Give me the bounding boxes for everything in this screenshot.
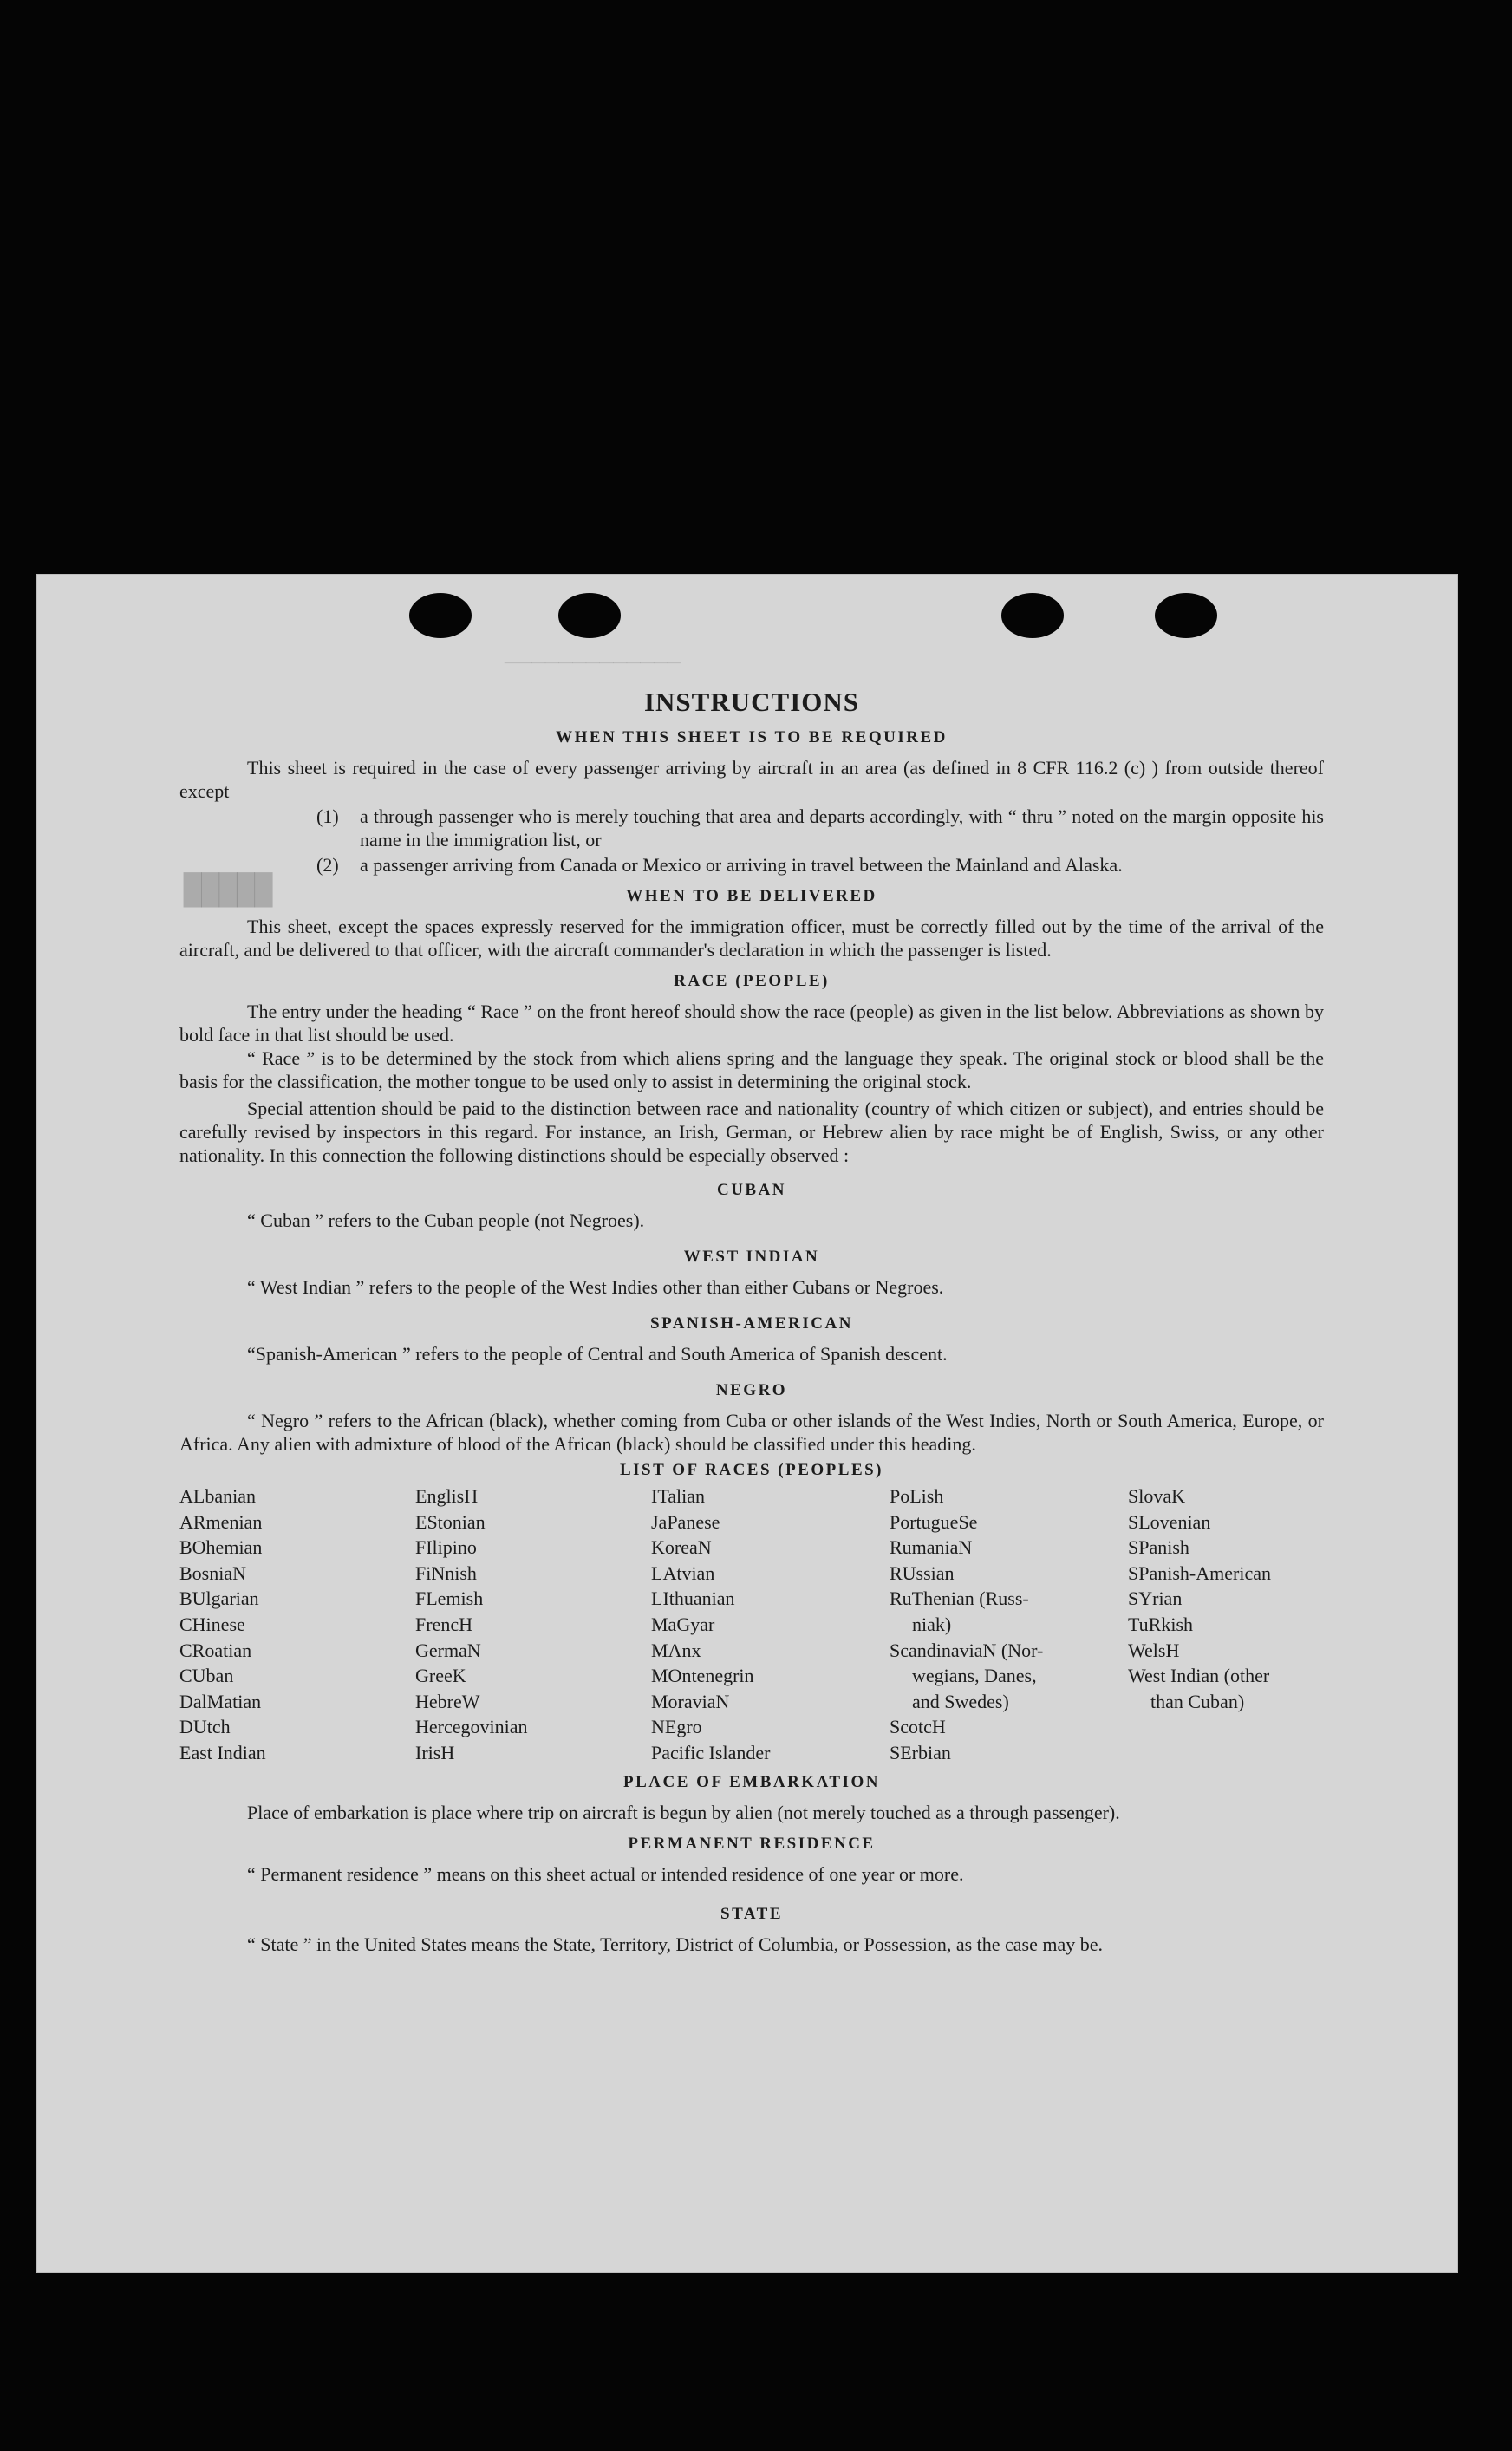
section-heading-negro: NEGRO	[715, 1381, 788, 1399]
race-entry: RumaniaN	[890, 1536, 973, 1559]
section-heading-cuban: CUBAN	[716, 1181, 787, 1199]
race-entry: SlovaK	[1128, 1485, 1185, 1507]
races-column	[651, 1483, 890, 1766]
state-text: “ State ” in the United States means the State, Territory, District of Columbia, or Possession, as the case may be.	[247, 1933, 1104, 1955]
race-entry: Hercegovinian	[415, 1716, 528, 1738]
race-entry: MaGyar	[651, 1613, 715, 1635]
section-heading-delivered: WHEN TO BE DELIVERED	[626, 887, 877, 905]
race-entry: ScandinaviaN (Nor-	[890, 1639, 1044, 1661]
race-entry: BosniaN	[179, 1561, 246, 1584]
embarkation-text: Place of embarkation is place where trip on aircraft is begun by alien (not merely touched as a through passenger).	[247, 1801, 1120, 1823]
races-column	[1128, 1483, 1324, 1766]
race-entry: FiNnish	[415, 1561, 477, 1584]
races-list	[179, 1483, 1324, 1766]
races-column	[890, 1483, 1128, 1766]
race-entry: ScotcH	[890, 1716, 946, 1738]
race-entry: JaPanese	[651, 1510, 720, 1533]
race-entry: MoraviaN	[651, 1690, 730, 1712]
race-paragraph-1: The entry under the heading “ Race ” on the front hereof should show the race (people) as given in the list below. Abbreviations as shown by bold face in that list should be used.	[179, 1001, 1324, 1046]
race-entry: BOhemian	[179, 1536, 263, 1559]
punch-hole	[1155, 593, 1217, 638]
section-heading-embarkation: PLACE OF EMBARKATION	[623, 1772, 880, 1791]
race-entry: PoLish	[890, 1485, 944, 1507]
page-title: INSTRUCTIONS	[643, 687, 859, 717]
west-indian-text: “ West Indian ” refers to the people of the West Indies other than either Cubans or Negroes.	[247, 1276, 944, 1298]
race-entry: KoreaN	[651, 1536, 712, 1559]
race-entry: TuRkish	[1128, 1613, 1194, 1635]
race-entry: MAnx	[651, 1639, 701, 1661]
section-heading-spanish-american: SPANISH-AMERICAN	[650, 1314, 853, 1333]
race-entry: West Indian (other	[1128, 1665, 1270, 1687]
race-entry: CRoatian	[179, 1639, 252, 1661]
bleed-through-stamp: █████	[184, 873, 273, 908]
spanish-american-text: “Spanish-American ” refers to the people of Central and South America of Spanish descent.	[247, 1343, 948, 1365]
cuban-text: “ Cuban ” refers to the Cuban people (not Negroes).	[247, 1209, 645, 1231]
race-entry: LIthuanian	[651, 1587, 735, 1610]
exception-item	[179, 853, 1324, 877]
punch-hole	[409, 593, 472, 638]
race-entry: SErbian	[890, 1741, 951, 1763]
race-entry: CUban	[179, 1665, 234, 1687]
race-entry: PortugueSe	[890, 1510, 978, 1533]
race-entry: DUtch	[179, 1716, 231, 1738]
bleed-through-text: ─────────────	[505, 650, 681, 676]
races-column	[179, 1483, 415, 1766]
punch-hole	[1001, 593, 1064, 638]
exception-number: (2)	[316, 854, 339, 876]
residence-text: “ Permanent residence ” means on this sheet actual or intended residence of one year or more.	[247, 1862, 964, 1885]
exception-text: a passenger arriving from Canada or Mexico or arriving in travel between the Mainland and Alaska.	[360, 854, 1123, 876]
race-entry: Pacific Islander	[651, 1741, 771, 1763]
instruction-sheet	[36, 574, 1458, 2273]
race-entry: RUssian	[890, 1561, 955, 1584]
races-column	[415, 1483, 651, 1766]
race-entry: EnglisH	[415, 1485, 479, 1507]
race-entry: IrisH	[415, 1741, 455, 1763]
race-entry: SLovenian	[1128, 1510, 1211, 1533]
race-entry: BUlgarian	[179, 1587, 259, 1610]
exception-item	[179, 805, 1324, 851]
race-entry: NEgro	[651, 1716, 702, 1738]
race-paragraph-3: Special attention should be paid to the distinction between race and nationality (country of which citizen or subject), and entries should be carefully revised by inspectors in this regard. For instance, an Irish, German, or Hebrew alien by race might be of English, Swiss, or any other nationality. In this connection the following distinctions should be especially observed :	[179, 1098, 1324, 1166]
race-paragraph-2: “ Race ” is to be determined by the stock from which aliens spring and the language they speak. The original stock or blood shall be the basis for the classification, the mother tongue to be used only to assist in determining the original stock.	[179, 1047, 1324, 1092]
race-entry: SYrian	[1128, 1587, 1183, 1610]
section-heading-races-list: LIST OF RACES (PEOPLES)	[619, 1461, 884, 1479]
race-entry: ALbanian	[179, 1485, 256, 1507]
instructions-body	[179, 687, 1324, 1956]
race-entry: FLemish	[415, 1587, 484, 1610]
race-entry: RuThenian (Russ-	[890, 1587, 1029, 1610]
race-entry: and Swedes)	[912, 1690, 1009, 1712]
race-entry: ITalian	[651, 1485, 705, 1507]
race-entry: FIlipino	[415, 1536, 477, 1559]
race-entry: ARmenian	[179, 1510, 263, 1533]
negro-text: “ Negro ” refers to the African (black), whether coming from Cuba or other islands of the West Indies, North or South America, Europe, or Africa. Any alien with admixture of blood of the African (black) should be classified under this heading.	[179, 1410, 1324, 1455]
exception-number: (1)	[316, 805, 339, 827]
race-entry: CHinese	[179, 1613, 245, 1635]
race-entry: GreeK	[415, 1665, 466, 1687]
section-heading-required: WHEN THIS SHEET IS TO BE REQUIRED	[556, 728, 948, 746]
race-entry: GermaN	[415, 1639, 481, 1661]
race-entry: wegians, Danes,	[912, 1665, 1037, 1687]
section-heading-state: STATE	[720, 1904, 783, 1923]
section-heading-residence: PERMANENT RESIDENCE	[628, 1834, 876, 1853]
race-entry: SPanish-American	[1128, 1561, 1271, 1584]
race-entry: niak)	[912, 1613, 952, 1635]
race-entry: HebreW	[415, 1690, 480, 1712]
race-entry: EStonian	[415, 1510, 486, 1533]
section-heading-west-indian: WEST INDIAN	[683, 1248, 820, 1266]
section-heading-race: RACE (PEOPLE)	[674, 972, 830, 990]
delivered-text: This sheet, except the spaces expressly reserved for the immigration officer, must be correctly filled out by the time of the arrival of the aircraft, and be delivered to that officer, with the aircraft commander's declaration in which the passenger is listed.	[179, 916, 1324, 961]
race-entry: LAtvian	[651, 1561, 715, 1584]
race-entry: SPanish	[1128, 1536, 1189, 1559]
required-intro: This sheet is required in the case of every passenger arriving by aircraft in an area (as defined in 8 CFR 116.2 (c) ) from outside thereof except	[179, 757, 1324, 802]
race-entry: East Indian	[179, 1741, 266, 1763]
race-entry: FrencH	[415, 1613, 472, 1635]
race-entry: WelsH	[1128, 1639, 1180, 1661]
race-entry: than Cuban)	[1150, 1690, 1245, 1712]
punch-hole	[558, 593, 621, 638]
race-entry: MOntenegrin	[651, 1665, 754, 1687]
race-entry: DalMatian	[179, 1690, 262, 1712]
exception-text: a through passenger who is merely touching that area and departs accordingly, with “ thru ” noted on the margin opposite his name in the immigration list, or	[360, 805, 1324, 851]
